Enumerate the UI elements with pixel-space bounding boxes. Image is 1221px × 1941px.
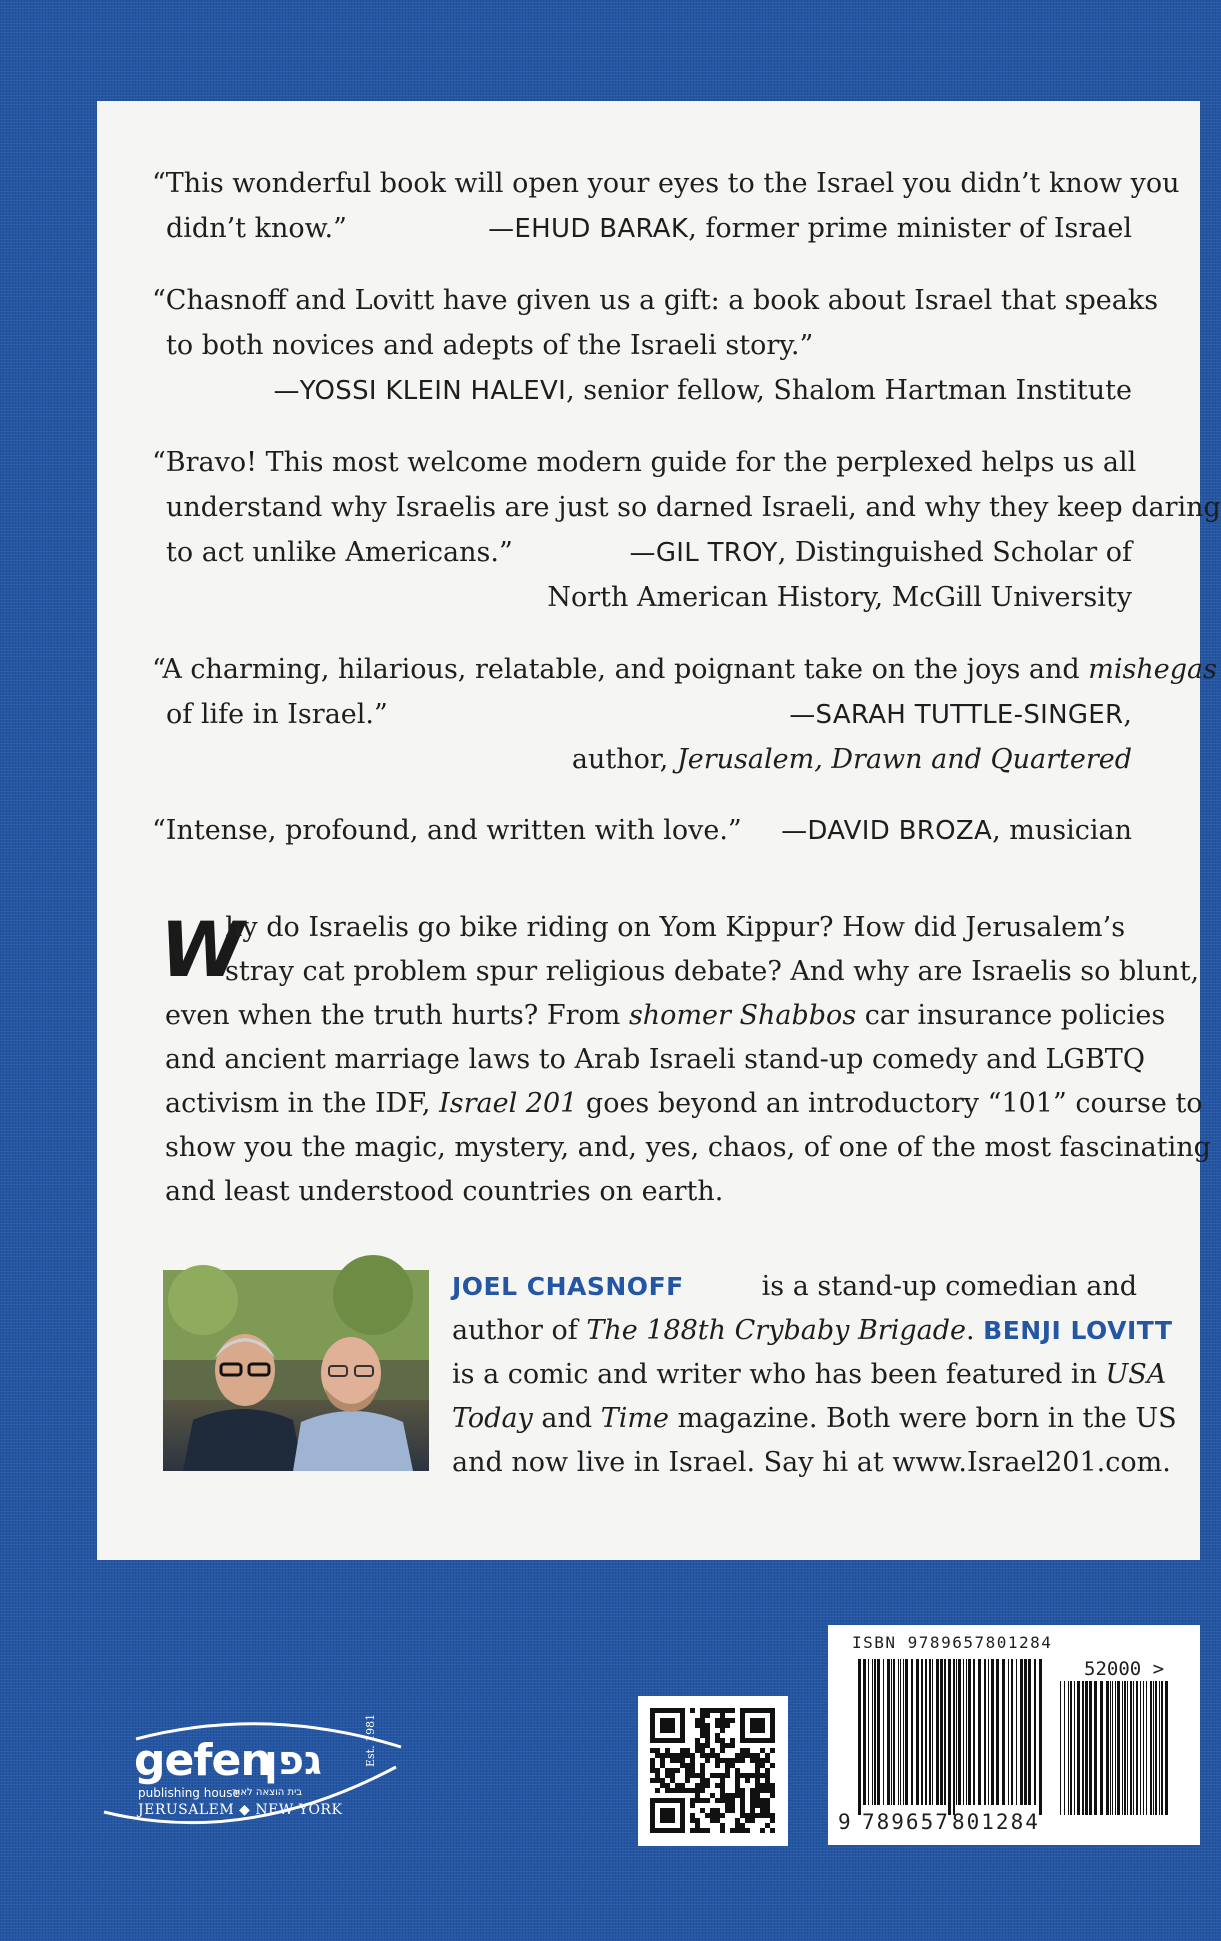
quote-barak <box>152 161 1180 251</box>
quote-author: —GIL TROY <box>629 538 778 568</box>
quote-author-title: , <box>1123 699 1132 730</box>
quote-author-title: , musician <box>992 815 1132 846</box>
drop-cap: W <box>160 905 244 994</box>
blurb-line: and ancient marriage laws to Arab Israeli stand-up comedy and LGBTQ <box>165 1044 1145 1075</box>
quote-broza <box>152 808 1132 853</box>
isbn-barcode: ISBN 9789657801284 52000 > 9 789657 801284 <box>828 1625 1200 1845</box>
quote-author: —DAVID BROZA <box>781 816 993 846</box>
blurb-line: and least understood countries on earth. <box>165 1176 724 1207</box>
quote-author-title-cont: North American History, McGill University <box>547 582 1132 613</box>
bio-text: and <box>532 1403 601 1434</box>
bio-text: magazine. Both were born in the US <box>668 1403 1177 1434</box>
quote-line: “This wonderful book will open your eyes to the Israel you didn’t know you <box>152 168 1180 199</box>
publisher-hebrew-name: גפן <box>264 1738 322 1784</box>
quote-line: to act unlike Americans.” <box>166 537 513 568</box>
blurb-italic: Israel 201 <box>439 1088 578 1119</box>
blurb-text: activism in the IDF, <box>165 1088 440 1119</box>
author-name: BENJI LOVITT <box>983 1316 1173 1345</box>
quote-line: “Intense, profound, and written with love.” <box>152 815 742 846</box>
barcode-digit: 9 <box>838 1810 851 1834</box>
blurb-line: hy do Israelis go bike riding on Yom Kippur? How did Jerusalem’s <box>225 912 1126 943</box>
quote-line: to both novices and adepts of the Israeli story.” <box>166 330 814 361</box>
qr-code <box>638 1696 788 1846</box>
quote-line: didn’t know.” <box>166 213 347 244</box>
bio-text: . <box>965 1315 984 1346</box>
quote-line: “Bravo! This most welcome modern guide for the perplexed helps us all <box>152 447 1137 478</box>
quote-author: —EHUD BARAK <box>488 214 689 244</box>
author-bio <box>452 1265 1177 1485</box>
price-code: 52000 <box>1084 1658 1142 1680</box>
publisher-name: gefen <box>134 1735 271 1786</box>
publisher-cities: JERUSALEM ◆ NEW YORK <box>138 1802 343 1818</box>
quote-line: “Chasnoff and Lovitt have given us a gift: a book about Israel that speaks <box>152 285 1159 316</box>
quote-halevi <box>152 278 1159 413</box>
quote-author-title: , former prime minister of Israel <box>688 213 1132 244</box>
book-title: Jerusalem, Drawn and Quartered <box>676 744 1132 775</box>
publisher-hebrew-subtitle: בית הוצאה לאור <box>232 1787 303 1798</box>
quote-author-title: , Distinguished Scholar of <box>777 537 1132 568</box>
quote-italic-word: mishegas <box>1088 654 1217 685</box>
bio-text: author of <box>452 1315 587 1346</box>
book-title: The 188th Crybaby Brigade <box>586 1315 966 1346</box>
quote-tuttle-singer <box>152 647 1217 782</box>
author-name: JOEL CHASNOFF <box>452 1272 684 1301</box>
blurb-line: show you the magic, mystery, and, yes, chaos, of one of the most fascinating <box>165 1132 1211 1163</box>
quote-author: —SARAH TUTTLE-SINGER <box>789 700 1124 730</box>
publication-name: USA <box>1105 1359 1167 1390</box>
barcode-digits-right: 801284 <box>952 1810 1040 1834</box>
quote-author-title: author, <box>571 744 677 775</box>
bio-text: is a stand-up comedian and <box>753 1271 1137 1302</box>
book-description <box>165 906 1211 1214</box>
blurb-line: stray cat problem spur religious debate? And why are Israelis so blunt, <box>225 956 1200 987</box>
barcode-digits-left: 789657 <box>862 1810 950 1834</box>
quote-line: “A charming, hilarious, relatable, and poignant take on the joys and <box>152 654 1089 685</box>
publication-name: Time <box>600 1403 669 1434</box>
blurb-text: car insurance policies <box>856 1000 1166 1031</box>
bio-text: and now live in Israel. Say hi at www.Israel201.com. <box>452 1447 1171 1478</box>
blurb-text: even when the truth hurts? From <box>165 1000 629 1031</box>
quote-line: of life in Israel.” <box>166 699 388 730</box>
quote-line: understand why Israelis are just so darned Israeli, and why they keep daring <box>166 492 1221 523</box>
bio-text: is a comic and writer who has been featured in <box>452 1359 1106 1390</box>
quote-author: —YOSSI KLEIN HALEVI <box>273 376 567 406</box>
publisher-subtitle: publishing house <box>138 1786 240 1800</box>
publication-name: Today <box>452 1403 533 1434</box>
isbn-label: ISBN 9789657801284 <box>852 1633 1053 1652</box>
quote-troy <box>152 440 1221 620</box>
blurb-text: goes beyond an introductory “101” course to <box>577 1088 1203 1119</box>
blurb-italic: shomer Shabbos <box>628 1000 857 1031</box>
author-photo <box>163 1270 429 1471</box>
publisher-logo <box>96 1713 416 1837</box>
quote-author-title: , senior fellow, Shalom Hartman Institute <box>566 375 1132 406</box>
publisher-established: Est. 1981 <box>364 1713 377 1767</box>
